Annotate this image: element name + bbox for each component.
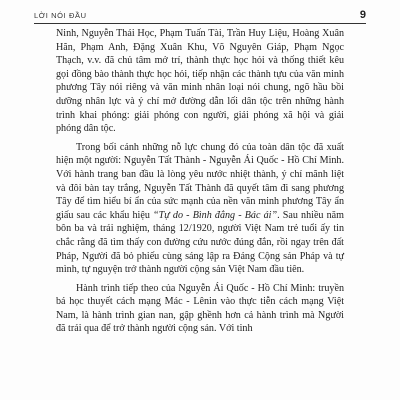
- body-text: [56, 27, 344, 336]
- paragraph-3: Hành trình tiếp theo của Nguyễn Ái Quốc - Hồ Chí Minh: truyền bá học thuyết cách mạng Mác - Lênin vào thực tiễn cách mạng Việt Nam, là hành trình gian nan, gập ghềnh hơn cả hành trình mà Người đã trải qua để trở thành người cộng sản. Với tinh: [56, 282, 344, 335]
- header-rule: [34, 23, 366, 24]
- page-header: [34, 5, 366, 25]
- paragraph-2-text-before: Trong bối cảnh những nỗ lực chung đó của toàn dân tộc đã xuất hiện một người: Nguyễn Tất Thành - Nguyễn Ái Quốc - Hồ Chí Minh. Với hành trang ban đầu là lòng yêu nước nhiệt thành, ý chí mãnh liệt và đôi bàn tay trắng, Nguyễn Tất Thành đã quyết tâm đi sang phương Tây để tìm hiểu bí ẩn của sức mạnh của nền văn minh phương Tây ẩn giấu sau các khẩu hiệu: [56, 141, 344, 221]
- paragraph-2-text-after: . Sau nhiều năm bôn ba và trải nghiệm, tháng 12/1920, người Việt Nam trẻ tuổi ấy tin chắc rằng đã tìm thấy con đường cứu nước đúng đắn, rồi ngay trên đất Pháp, Người đã bỏ phiếu cùng sáng lập ra Đảng Cộng sản Pháp và tự mình, tự nguyện trở thành người cộng sản Việt Nam đầu tiên.: [56, 209, 345, 276]
- paragraph-2: [56, 141, 344, 277]
- slogan-emphasis: “Tự do - Bình đẳng - Bác ái”: [153, 209, 278, 221]
- paragraph-1: Ninh, Nguyễn Thái Học, Phạm Tuấn Tài, Trần Huy Liệu, Hoàng Xuân Hãn, Phạm Anh, Đặng Xuân Khu, Võ Nguyên Giáp, Phạm Ngọc Thạch, v.v. đã chủ tâm mở trí, thành thực học hỏi và thống thiết kêu gọi đồng bào thành thực học hỏi, tiếp nhận các thành tựu của văn minh phương Tây nói riêng và văn minh nhân loại nói chung, ngõ hầu bồi dưỡng nhân lực và ý chí mở đường dẫn lối dân tộc trên những hành trình khai phóng: giải phóng con người, giải phóng xã hội và giải phóng dân tộc.: [56, 28, 344, 135]
- running-head: LỜI NÓI ĐẦU: [34, 10, 87, 20]
- page-number: 9: [359, 9, 366, 21]
